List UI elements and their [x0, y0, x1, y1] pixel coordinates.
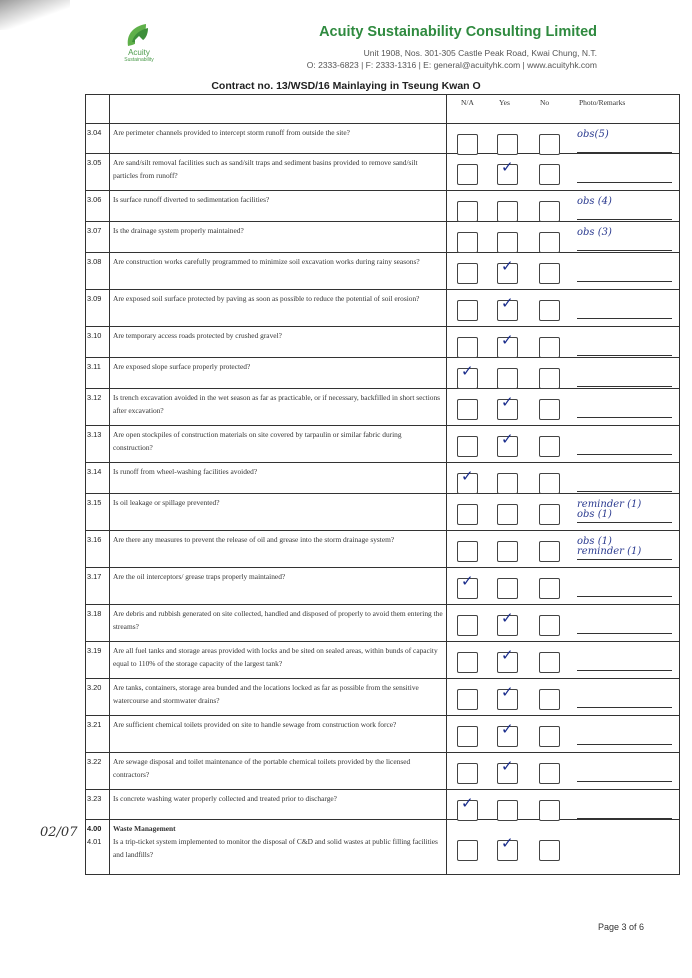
checkbox-na[interactable] [457, 541, 478, 562]
section-number: 4.00 [87, 824, 102, 833]
company-address-block [307, 47, 597, 71]
checkbox-na[interactable] [457, 615, 478, 636]
remark-text: obs (1) [577, 536, 612, 547]
item-options [447, 327, 680, 358]
item-options [447, 124, 680, 154]
checkbox-na[interactable] [457, 300, 478, 321]
checkbox-no[interactable] [539, 840, 560, 861]
tick-mark: ✓ [461, 572, 474, 590]
checkbox-na[interactable] [457, 263, 478, 284]
table-row [86, 124, 680, 154]
item-number: 3.23 [86, 790, 110, 820]
checkbox-yes[interactable] [497, 257, 518, 284]
checkbox-yes[interactable] [497, 720, 518, 747]
tick-mark: ✓ [501, 683, 514, 701]
remark-field[interactable] [577, 130, 672, 153]
page-number: Page 3 of 6 [597, 922, 644, 932]
header-options-cell [447, 95, 680, 124]
checkbox-yes[interactable] [497, 757, 518, 784]
item-options [447, 790, 680, 820]
section-title: Waste Management [113, 824, 176, 833]
item-number: 3.16 [86, 531, 110, 568]
table-row [86, 463, 680, 494]
remark-field[interactable] [577, 685, 672, 708]
checkbox-yes[interactable] [497, 158, 518, 185]
tick-mark: ✓ [501, 757, 514, 775]
item-options [447, 154, 680, 191]
remark-field[interactable] [577, 432, 672, 455]
checkbox-yes[interactable] [497, 609, 518, 636]
checkbox-na[interactable] [457, 164, 478, 185]
tick-mark: ✓ [501, 646, 514, 664]
company-name: Acuity Sustainability Consulting Limited [319, 24, 597, 40]
remark-field[interactable] [577, 759, 672, 782]
item-options [447, 753, 680, 790]
header-question-cell [110, 95, 447, 124]
col-remarks: Photo/Remarks [579, 98, 626, 107]
checkbox-na[interactable] [457, 572, 478, 599]
checkbox-no[interactable] [539, 578, 560, 599]
item-number: 3.09 [86, 290, 110, 327]
checkbox-na[interactable] [457, 399, 478, 420]
remark-field[interactable] [577, 574, 672, 597]
item-number: 3.11 [86, 358, 110, 389]
item-options [447, 568, 680, 605]
checkbox-no[interactable] [539, 300, 560, 321]
remark-text-2: obs (1) [577, 509, 612, 520]
remark-field[interactable] [577, 611, 672, 634]
tick-mark: ✓ [501, 430, 514, 448]
item-number: 3.10 [86, 327, 110, 358]
checkbox-no[interactable] [539, 473, 560, 494]
checkbox-yes[interactable] [497, 683, 518, 710]
logo-text: Acuity [128, 48, 150, 57]
item-question: Are temporary access roads protected by crushed gravel? [110, 327, 447, 358]
tick-mark: ✓ [501, 331, 514, 349]
checkbox-yes[interactable] [497, 834, 518, 861]
item-number: 3.17 [86, 568, 110, 605]
item-options [447, 358, 680, 389]
item-options [447, 290, 680, 327]
checkbox-na[interactable] [457, 337, 478, 358]
checkbox-no[interactable] [539, 436, 560, 457]
item-options [447, 191, 680, 222]
checkbox-yes[interactable] [497, 646, 518, 673]
checkbox-no[interactable] [539, 726, 560, 747]
item-number: 3.20 [86, 679, 110, 716]
item-number: 3.08 [86, 253, 110, 290]
remark-field[interactable] [577, 296, 672, 319]
tick-mark: ✓ [501, 294, 514, 312]
checkbox-yes[interactable] [497, 504, 518, 525]
item-question: Are exposed slope surface properly protected? [110, 358, 447, 389]
remark-text: obs(5) [577, 129, 609, 140]
checkbox-yes[interactable] [497, 578, 518, 599]
header-row [86, 95, 680, 124]
table-row [86, 426, 680, 463]
remark-text: reminder (1) [577, 499, 642, 510]
item-options [447, 605, 680, 642]
checklist-table [85, 94, 680, 875]
company-contact: O: 2333-6823 | F: 2333-1316 | E: general@acuityhk.com | www.acuityhk.com [306, 60, 597, 70]
checkbox-no[interactable] [539, 763, 560, 784]
checkbox-yes[interactable] [497, 294, 518, 321]
tick-mark: ✓ [461, 794, 474, 812]
item-number: 3.13 [86, 426, 110, 463]
item-question: Are sewage disposal and toilet maintenance of the portable chemical toilets provided by the licensed contractors? [110, 753, 447, 790]
item-number: 3.19 [86, 642, 110, 679]
checkbox-na[interactable] [457, 436, 478, 457]
item-number: 3.12 [86, 389, 110, 426]
item-question: Are open stockpiles of construction materials on site covered by tarpaulin or similar fabric during construction? [110, 426, 447, 463]
checkbox-na[interactable] [457, 689, 478, 710]
handwritten-initials: 02/07 [40, 825, 78, 840]
tick-mark: ✓ [501, 720, 514, 738]
remark-field[interactable] [577, 500, 672, 523]
leaf-house-icon [124, 20, 154, 48]
checkbox-yes[interactable] [497, 393, 518, 420]
checkbox-no[interactable] [539, 134, 560, 155]
checkbox-na[interactable] [457, 840, 478, 861]
remark-field[interactable] [577, 364, 672, 387]
checkbox-no[interactable] [539, 201, 560, 222]
checkbox-no[interactable] [539, 504, 560, 525]
item-number: 3.06 [86, 191, 110, 222]
contract-title: Contract no. 13/WSD/16 Mainlaying in Tseung Kwan O [211, 80, 481, 92]
col-yes: Yes [499, 98, 510, 107]
page-fold-shadow [0, 0, 70, 30]
item-options [447, 679, 680, 716]
checkbox-yes[interactable] [497, 541, 518, 562]
checkbox-na[interactable] [457, 652, 478, 673]
item-question: Is the drainage system properly maintained? [110, 222, 447, 253]
item-number: 3.21 [86, 716, 110, 753]
item-options [447, 716, 680, 753]
checkbox-no[interactable] [539, 164, 560, 185]
item-question: Are construction works carefully programmed to minimize soil excavation works during rainy seasons? [110, 253, 447, 290]
tick-mark: ✓ [501, 609, 514, 627]
logo-subtext: Sustainability [124, 57, 154, 63]
remark-field[interactable] [577, 197, 672, 220]
item-question: Are perimeter channels provided to intercept storm runoff from outside the site? [110, 124, 447, 154]
checkbox-no[interactable] [539, 689, 560, 710]
checkbox-na[interactable] [457, 134, 478, 155]
remark-field[interactable] [577, 648, 672, 671]
table-row [86, 642, 680, 679]
item-options [447, 222, 680, 253]
table-row [86, 222, 680, 253]
checkbox-na[interactable] [457, 763, 478, 784]
checkbox-na[interactable] [457, 504, 478, 525]
checkbox-no[interactable] [539, 615, 560, 636]
item-question: Are all fuel tanks and storage areas provided with locks and be sited on sealed areas, within bunds of capacity equal to 110% of the storage capacity of the largest tank? [110, 642, 447, 679]
remark-field[interactable] [577, 160, 672, 183]
checkbox-no[interactable] [539, 541, 560, 562]
checkbox-yes[interactable] [497, 368, 518, 389]
tick-mark: ✓ [461, 362, 474, 380]
checkbox-yes[interactable] [497, 134, 518, 155]
item-question: Are the oil interceptors/ grease traps properly maintained? [110, 568, 447, 605]
checkbox-no[interactable] [539, 337, 560, 358]
tick-mark: ✓ [501, 834, 514, 852]
item-number: 3.22 [86, 753, 110, 790]
header-no-cell [86, 95, 110, 124]
table-row [86, 253, 680, 290]
table-row [86, 327, 680, 358]
checkbox-yes[interactable] [497, 331, 518, 358]
checkbox-na[interactable] [457, 794, 478, 821]
item-options [447, 531, 680, 568]
remark-field[interactable] [577, 722, 672, 745]
checkbox-na[interactable] [457, 232, 478, 253]
table-row [86, 389, 680, 426]
item-question: Are sand/silt removal facilities such as sand/silt traps and sediment basins provided to remove sand/silt particles from runoff? [110, 154, 447, 191]
item-question: Are tanks, containers, storage area bunded and the locations locked as far as possible from the sensitive watercourse and stormwater drains? [110, 679, 447, 716]
table-row [86, 605, 680, 642]
table-row [86, 716, 680, 753]
item-number: 3.04 [86, 124, 110, 154]
section-number-cell [86, 820, 110, 875]
remark-field[interactable] [577, 469, 672, 492]
item-question: Are exposed soil surface protected by paving as soon as possible to reduce the potential of soil erosion? [110, 290, 447, 327]
checkbox-no[interactable] [539, 263, 560, 284]
item-question: Is concrete washing water properly collected and treated prior to discharge? [110, 790, 447, 820]
col-no: No [540, 98, 550, 107]
item-number: 3.05 [86, 154, 110, 191]
item-question: Are debris and rubbish generated on site collected, handled and disposed of properly to avoid them entering the streams? [110, 605, 447, 642]
checkbox-yes[interactable] [497, 800, 518, 821]
table-row [86, 494, 680, 531]
table-row [86, 568, 680, 605]
item-question: Is oil leakage or spillage prevented? [110, 494, 447, 531]
item-question: Is trench excavation avoided in the wet season as far as practicable, or if necessary, backfilled in short sections after excavation? [110, 389, 447, 426]
checkbox-na[interactable] [457, 467, 478, 494]
checkbox-na[interactable] [457, 726, 478, 747]
col-na: N/A [461, 98, 474, 107]
checkbox-no[interactable] [539, 652, 560, 673]
remark-text: obs (4) [577, 196, 612, 207]
checkbox-yes[interactable] [497, 473, 518, 494]
item-number: 3.18 [86, 605, 110, 642]
section-row [86, 820, 680, 875]
item-question: Are sufficient chemical toilets provided on site to handle sewage from construction work force? [110, 716, 447, 753]
company-address: Unit 1908, Nos. 301-305 Castle Peak Road, Kwai Chung, N.T. [363, 48, 597, 58]
checkbox-na[interactable] [457, 201, 478, 222]
remark-text-2: reminder (1) [577, 546, 642, 557]
checkbox-yes[interactable] [497, 430, 518, 457]
item-options [447, 389, 680, 426]
tick-mark: ✓ [501, 393, 514, 411]
tick-mark: ✓ [461, 467, 474, 485]
remark-field[interactable] [577, 796, 672, 819]
checkbox-yes[interactable] [497, 232, 518, 253]
table-row [86, 154, 680, 191]
item-options [447, 494, 680, 531]
table-row [86, 753, 680, 790]
checkbox-na[interactable] [457, 362, 478, 389]
item-options [447, 820, 680, 875]
item-question: Is a trip-ticket system implemented to monitor the disposal of C&D and solid wastes at public filling facilities and landfills? [113, 837, 438, 859]
remark-field[interactable] [577, 537, 672, 560]
table-row [86, 679, 680, 716]
checkbox-no[interactable] [539, 399, 560, 420]
table-row [86, 290, 680, 327]
checkbox-no[interactable] [539, 800, 560, 821]
item-options [447, 642, 680, 679]
checkbox-no[interactable] [539, 232, 560, 253]
item-number: 3.14 [86, 463, 110, 494]
item-number: 3.07 [86, 222, 110, 253]
item-question: Is runoff from wheel-washing facilities avoided? [110, 463, 447, 494]
item-options [447, 463, 680, 494]
table-row [86, 790, 680, 820]
item-options [447, 253, 680, 290]
item-question: Are there any measures to prevent the release of oil and grease into the storm drainage system? [110, 531, 447, 568]
item-options [447, 426, 680, 463]
remark-field[interactable] [577, 228, 672, 251]
company-logo [113, 20, 165, 63]
section-question-cell [110, 820, 447, 875]
checkbox-yes[interactable] [497, 201, 518, 222]
remark-field[interactable] [577, 259, 672, 282]
remark-text: obs (3) [577, 227, 612, 238]
item-number: 3.15 [86, 494, 110, 531]
table-row [86, 531, 680, 568]
item-question: Is surface runoff diverted to sedimentation facilities? [110, 191, 447, 222]
table-row [86, 191, 680, 222]
tick-mark: ✓ [501, 158, 514, 176]
remark-field[interactable] [577, 333, 672, 356]
table-row [86, 358, 680, 389]
checkbox-no[interactable] [539, 368, 560, 389]
remark-field[interactable] [577, 395, 672, 418]
tick-mark: ✓ [501, 257, 514, 275]
item-number: 4.01 [87, 837, 102, 846]
